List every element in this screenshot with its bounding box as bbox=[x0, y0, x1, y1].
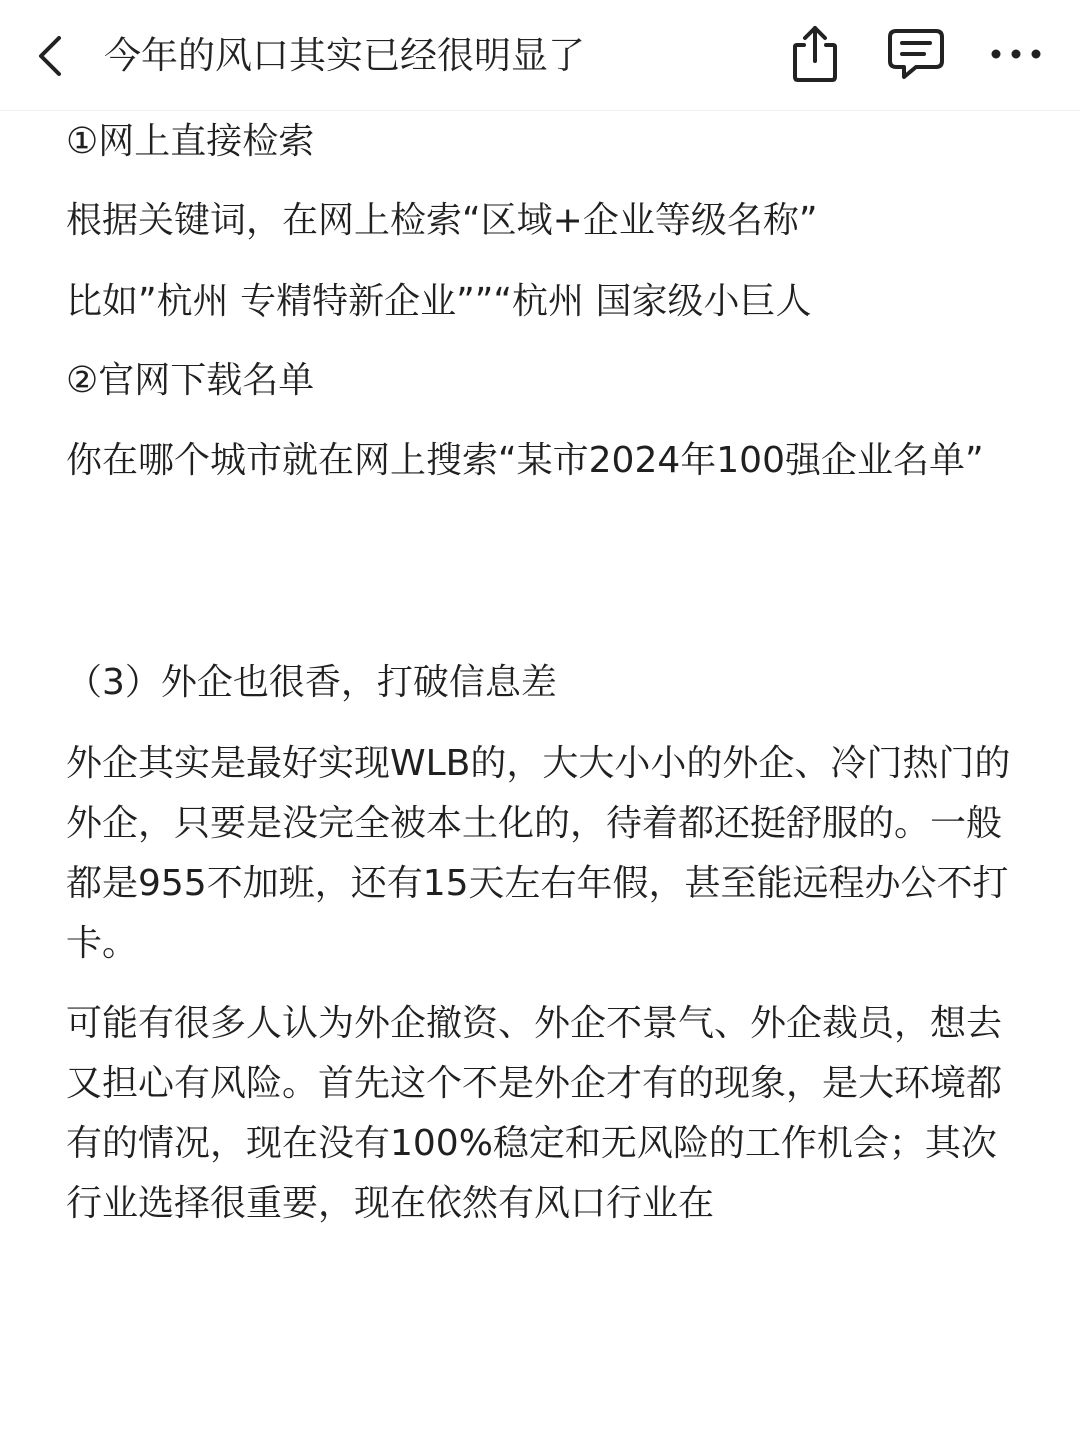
article-paragraph: 你在哪个城市就在网上搜索“某市2024年100强企业名单” bbox=[66, 440, 984, 481]
article-paragraph: ②官网下载名单 bbox=[66, 360, 315, 401]
more-horizontal-icon bbox=[988, 46, 1044, 62]
page-title: 今年的风口其实已经很明显了 bbox=[104, 34, 585, 77]
article-paragraph: 可能有很多人认为外企撤资、外企不景气、外企裁员，想去又担心有风险。首先这个不是外企才有的现象，是大环境都有的情况，现在没有100%稳定和无风险的工作机会；其次行业选择很重要，现在依然有风口行业在 bbox=[66, 1003, 1003, 1224]
article-paragraph: 外企其实是最好实现WLB的，大大小小的外企、冷门热门的外企，只要是没完全被本土化的，待着都还挺舒服的。一般都是955不加班，还有15天左右年假，甚至能远程办公不打卡。 bbox=[66, 743, 1011, 964]
share-button[interactable] bbox=[783, 22, 847, 86]
comment-icon bbox=[886, 25, 946, 83]
comment-button[interactable] bbox=[884, 22, 948, 86]
more-button[interactable] bbox=[984, 22, 1048, 86]
share-icon bbox=[787, 23, 843, 85]
section-heading: （3）外企也很香，打破信息差 bbox=[66, 662, 557, 703]
top-navigation-bar bbox=[0, 0, 1080, 111]
chevron-left-icon bbox=[35, 34, 65, 78]
back-button[interactable] bbox=[26, 28, 74, 84]
article-paragraph: 比如”杭州 专精特新企业””“杭州 国家级小巨人 bbox=[66, 281, 812, 322]
article-paragraph: ①网上直接检索 bbox=[66, 121, 315, 162]
article-paragraph: 根据关键词，在网上检索“区域+企业等级名称” bbox=[66, 200, 818, 241]
